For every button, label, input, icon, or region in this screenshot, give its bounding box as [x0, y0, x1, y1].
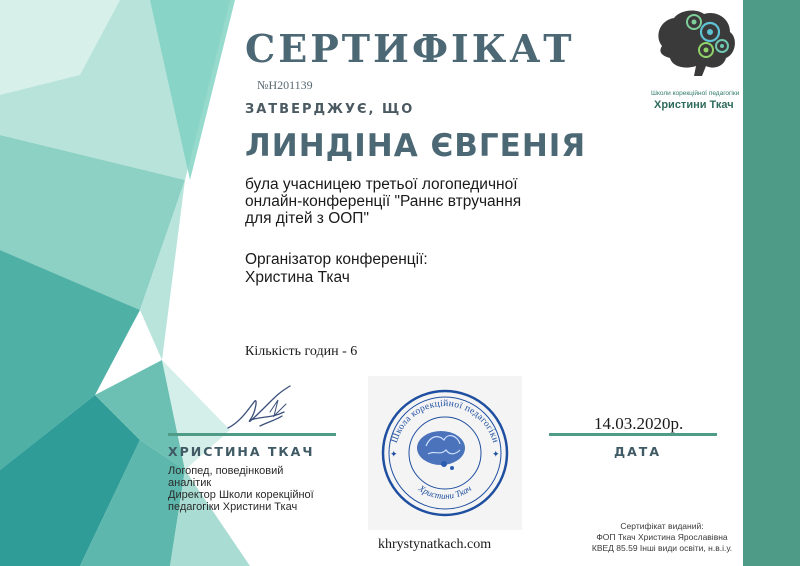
issued-line: КВЕД 85.59 Інші види освіти, н.в.і.у. [591, 543, 733, 553]
signature-divider [168, 433, 336, 436]
issued-by-info [582, 521, 742, 554]
issued-line: Сертифікат виданий: [620, 521, 704, 531]
description-line: онлайн-конференції "Раннє втручання [245, 193, 522, 210]
role-line: педагогіки Христини Ткач [168, 501, 298, 513]
svg-text:✦: ✦ [492, 450, 500, 460]
svg-text:✦: ✦ [390, 450, 398, 460]
role-line: Директор Школи корекційної [168, 489, 314, 501]
recipient-name: ЛИНДІНА ЄВГЕНІЯ [245, 128, 587, 164]
date-value: 14.03.2020р. [594, 414, 684, 433]
logo-subtitle: Школи корекційної педагогіки [651, 90, 740, 97]
participation-description [245, 176, 585, 227]
certificate-title: СЕРТИФІКАТ [245, 26, 575, 71]
date-label: ДАТА [614, 444, 662, 459]
svg-text:Христини Ткач: Христини Ткач [416, 483, 474, 501]
description-line: для дітей з ООП" [245, 210, 369, 227]
organizer-label: Організатор конференції: [245, 251, 428, 268]
role-line: аналітик [168, 477, 212, 489]
school-seal-stamp [368, 376, 522, 530]
logo-title: Христини Ткач [654, 99, 734, 111]
issued-line: ФОП Ткач Христина Ярославівна [596, 532, 728, 542]
website-link[interactable]: khrystynatkach.com [378, 537, 492, 552]
date-divider [549, 433, 717, 436]
handwritten-signature [220, 382, 310, 434]
svg-text:Школа корекційної педагогіки: Школа корекційної педагогіки [389, 398, 501, 445]
certificate-number: №Н201139 [257, 78, 313, 92]
school-logo [644, 6, 744, 114]
hours-count: Кількість годин - 6 [245, 344, 358, 359]
right-accent-stripe [743, 0, 800, 566]
brain-gears-icon [644, 6, 744, 86]
role-line: Логопед, поведінковий [168, 465, 284, 477]
description-line: була учасницею третьої логопедичної [245, 176, 518, 193]
organizer-name: Христина Ткач [245, 269, 350, 286]
signatory-name: ХРИСТИНА ТКАЧ [168, 444, 315, 459]
signatory-role [168, 465, 348, 513]
approve-label: ЗАТВЕРДЖУЄ, ЩО [245, 102, 415, 117]
